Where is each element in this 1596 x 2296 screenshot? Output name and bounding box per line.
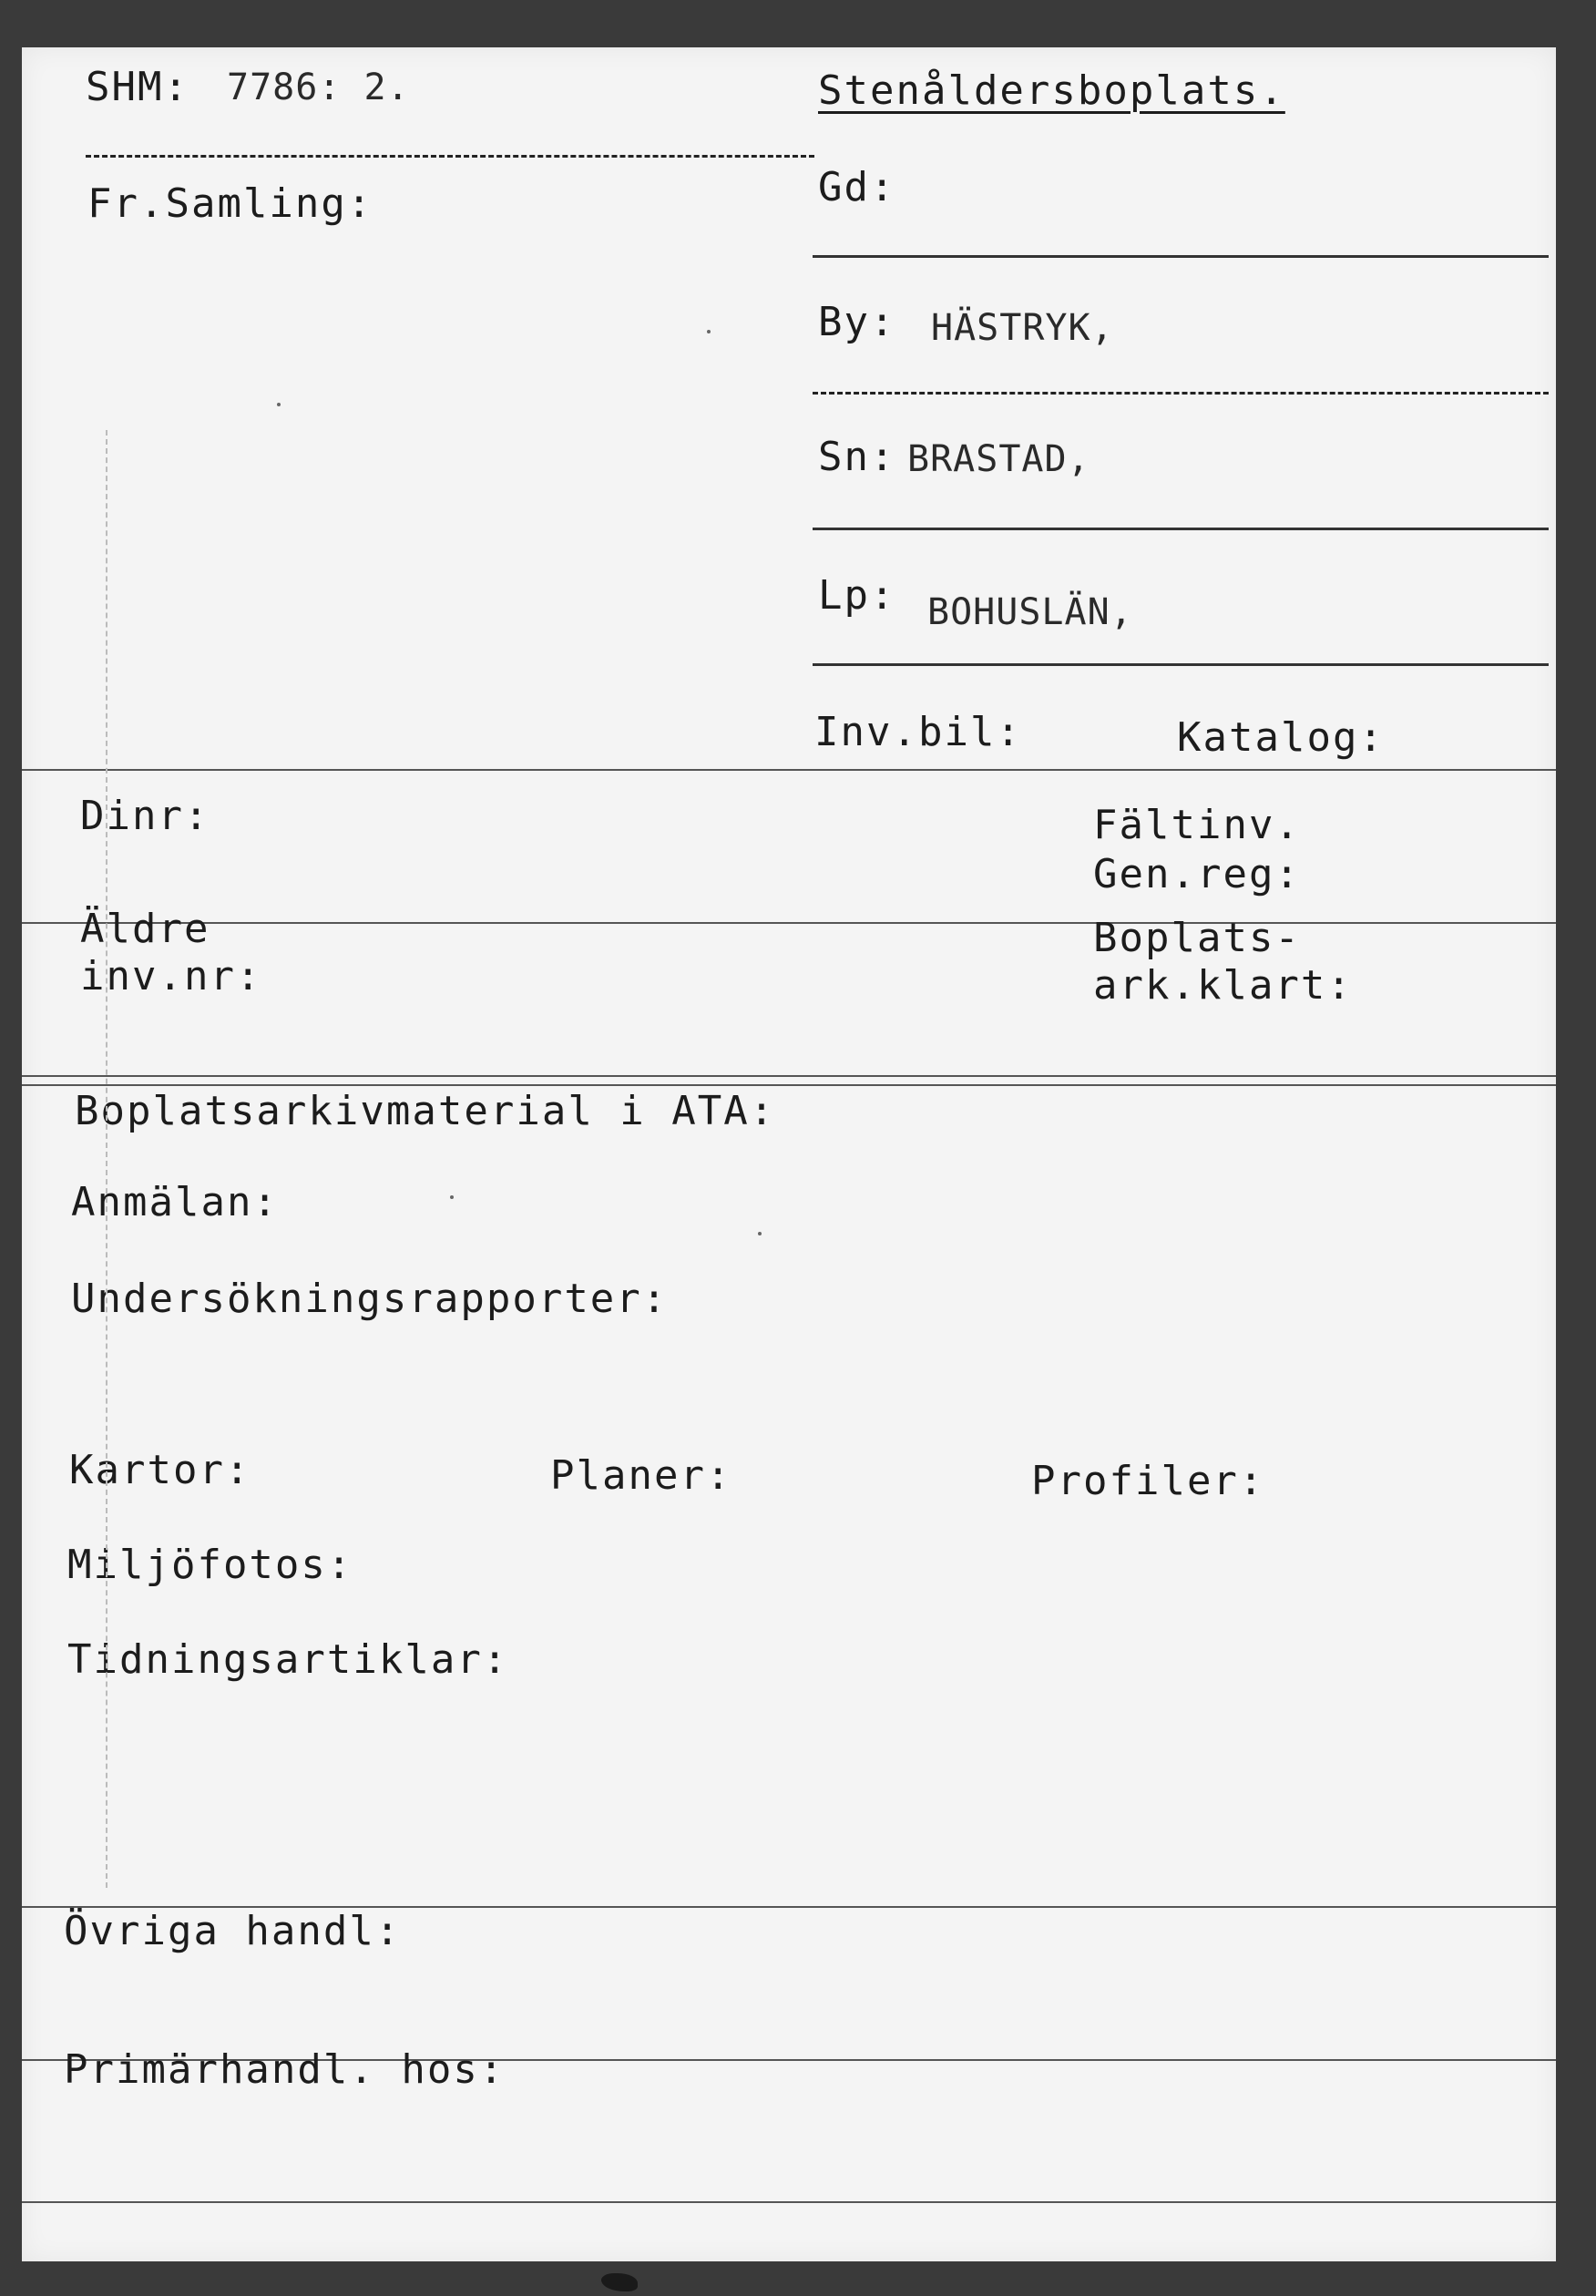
gd-line bbox=[813, 255, 1549, 258]
category-title: Stenåldersboplats. bbox=[818, 67, 1285, 114]
lp-value: BOHUSLÄN, bbox=[927, 591, 1133, 633]
header-divider bbox=[86, 155, 814, 158]
boplats-label: Boplats- bbox=[1093, 915, 1301, 961]
ink-blot bbox=[601, 2273, 638, 2291]
shm-label: SHM: bbox=[86, 64, 189, 110]
ink-speck bbox=[758, 1232, 762, 1235]
miljofotos-label: Miljöfotos: bbox=[67, 1542, 353, 1588]
aldre-label: Äldre bbox=[80, 906, 210, 952]
kartor-label: Kartor: bbox=[69, 1447, 251, 1493]
undersokning-label: Undersökningsrapporter: bbox=[71, 1276, 669, 1322]
faint-guide-line bbox=[106, 430, 107, 1888]
ink-speck bbox=[707, 330, 711, 333]
ink-speck bbox=[450, 1195, 454, 1199]
sn-label: Sn: bbox=[818, 434, 896, 480]
section-divider-3a bbox=[22, 1075, 1556, 1077]
ovriga-label: Övriga handl: bbox=[64, 1908, 402, 1954]
dinr-label: Dinr: bbox=[80, 793, 210, 839]
by-line bbox=[813, 392, 1549, 395]
primar-label: Primärhandl. hos: bbox=[64, 2046, 506, 2093]
katalog-label: Katalog: bbox=[1177, 714, 1385, 761]
lp-label: Lp: bbox=[818, 572, 896, 619]
archive-index-card bbox=[22, 47, 1556, 2261]
fr-samling-label: Fr.Samling: bbox=[87, 180, 373, 227]
anmalan-label: Anmälan: bbox=[71, 1179, 279, 1225]
gd-label: Gd: bbox=[818, 164, 896, 210]
faltinv-label: Fältinv. bbox=[1093, 802, 1301, 848]
section-divider-3b bbox=[22, 1084, 1556, 1086]
ink-speck bbox=[277, 403, 281, 406]
section-divider-6 bbox=[22, 2201, 1556, 2203]
sn-value: BRASTAD, bbox=[907, 438, 1090, 480]
section-divider-1 bbox=[22, 769, 1556, 771]
section-divider-2 bbox=[22, 922, 1556, 924]
gen-reg-label: Gen.reg: bbox=[1093, 851, 1301, 897]
inv-bil-label: Inv.bil: bbox=[814, 709, 1022, 755]
lp-line bbox=[813, 663, 1549, 666]
inv-nr-label: inv.nr: bbox=[80, 953, 262, 999]
tidningsartiklar-label: Tidningsartiklar: bbox=[67, 1636, 509, 1683]
ark-klart-label: ark.klart: bbox=[1093, 962, 1353, 1009]
archive-heading: Boplatsarkivmaterial i ATA: bbox=[75, 1088, 776, 1134]
sn-line bbox=[813, 528, 1549, 530]
planer-label: Planer: bbox=[550, 1452, 732, 1499]
by-value: HÄSTRYK, bbox=[931, 307, 1114, 349]
by-label: By: bbox=[818, 299, 896, 345]
shm-number: 7786: 2. bbox=[227, 67, 410, 108]
profiler-label: Profiler: bbox=[1031, 1458, 1265, 1504]
